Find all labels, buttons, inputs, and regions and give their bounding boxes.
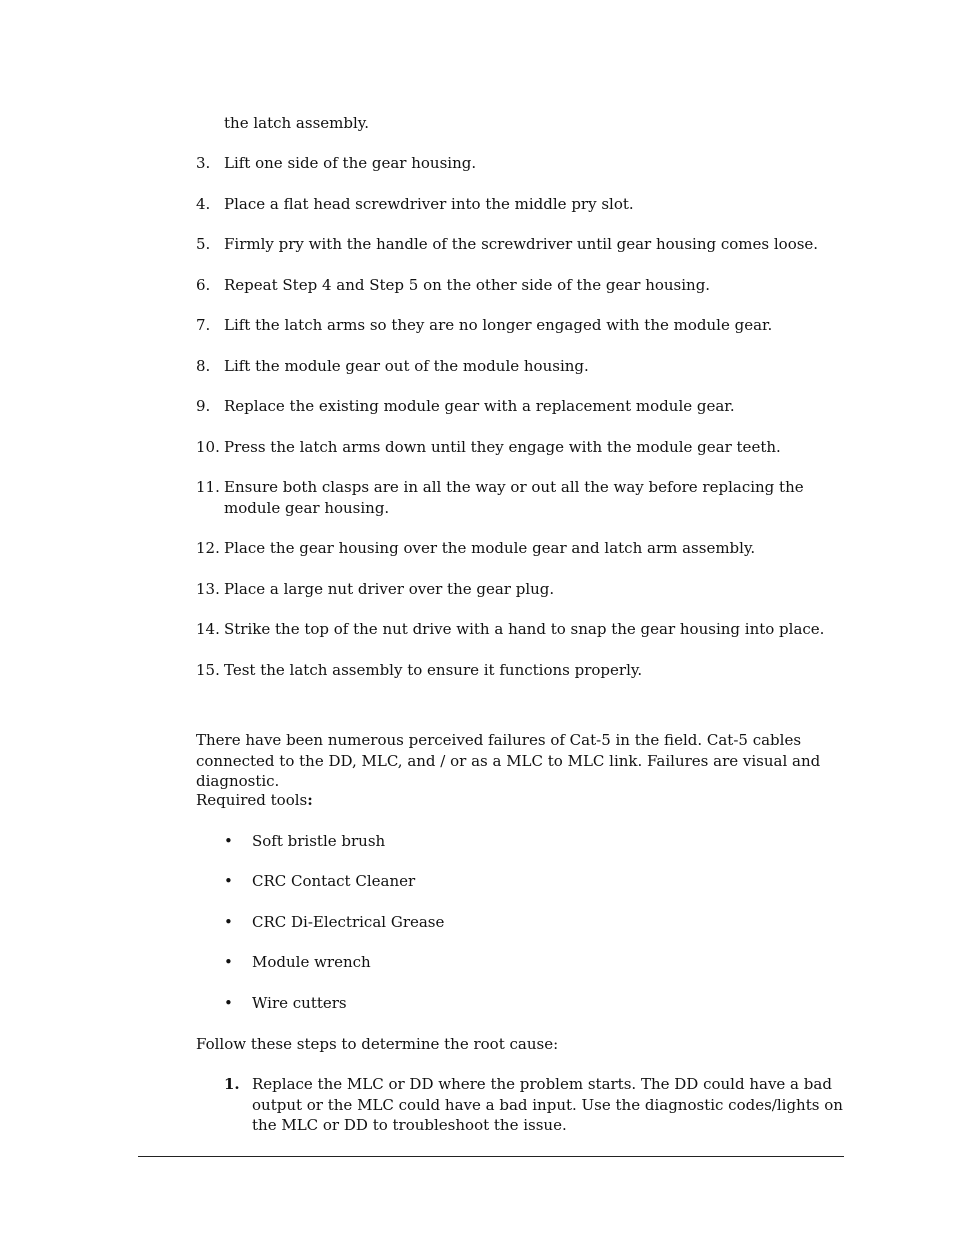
step-number: 5. [196,235,211,253]
step-number: 12. [196,539,220,557]
step-text: Press the latch arms down until they engage with the module gear teeth. [224,438,781,456]
step-text: Lift one side of the gear housing. [224,154,477,172]
step-number: 10. [196,438,220,456]
step-text: Place a flat head screwdriver into the middle pry slot. [224,195,634,213]
tool-item: CRC Di-Electrical Grease [252,913,445,931]
step-number: 14. [196,620,220,638]
step-text: Ensure both clasps are in all the way or out all the way before replacing the module gear housing. [224,478,804,517]
step-text: Lift the module gear out of the module housing. [224,357,589,375]
required-tools-heading: Required tools: [196,791,313,809]
bullet-icon: • [224,832,233,850]
tool-item: CRC Contact Cleaner [252,872,416,890]
cat5-intro-paragraph: There have been numerous perceived failures of Cat-5 in the field. Cat-5 cables connected to the DD, MLC, and / or as a MLC to MLC link. Failures are visual and diagnostic. [196,731,821,790]
follow-steps-text: Follow these steps to determine the root cause: [196,1035,559,1053]
step-text: Test the latch assembly to ensure it functions properly. [224,661,643,679]
step-number: 13. [196,580,220,598]
step-number: 15. [196,661,220,679]
footer-rule [138,1156,844,1157]
step-number: 8. [196,357,211,375]
step-number: 7. [196,316,211,334]
step-text: Strike the top of the nut drive with a hand to snap the gear housing into place. [224,620,825,638]
continuation-text: the latch assembly. [224,114,370,132]
step-number: 4. [196,195,211,213]
step-text: Replace the existing module gear with a replacement module gear. [224,397,735,415]
step-text: Repeat Step 4 and Step 5 on the other side of the gear housing. [224,276,711,294]
root-step-text: Replace the MLC or DD where the problem starts. The DD could have a bad output or the MLC could have a bad input. Use the diagnostic codes/lights on the MLC or DD to troubleshoot the issue. [252,1075,843,1134]
step-text: Firmly pry with the handle of the screwdriver until gear housing comes loose. [224,235,819,253]
step-number: 3. [196,154,211,172]
step-text: Lift the latch arms so they are no longer engaged with the module gear. [224,316,773,334]
step-text: Place the gear housing over the module gear and latch arm assembly. [224,539,756,557]
tool-item: Wire cutters [252,994,347,1012]
tool-item: Module wrench [252,953,371,971]
bullet-icon: • [224,953,233,971]
bullet-icon: • [224,994,233,1012]
step-text: Place a large nut driver over the gear plug. [224,580,555,598]
step-number: 9. [196,397,211,415]
step-number: 6. [196,276,211,294]
step-number: 11. [196,478,220,496]
tool-item: Soft bristle brush [252,832,386,850]
root-step-number: 1. [224,1075,240,1093]
bullet-icon: • [224,872,233,890]
bullet-icon: • [224,913,233,931]
